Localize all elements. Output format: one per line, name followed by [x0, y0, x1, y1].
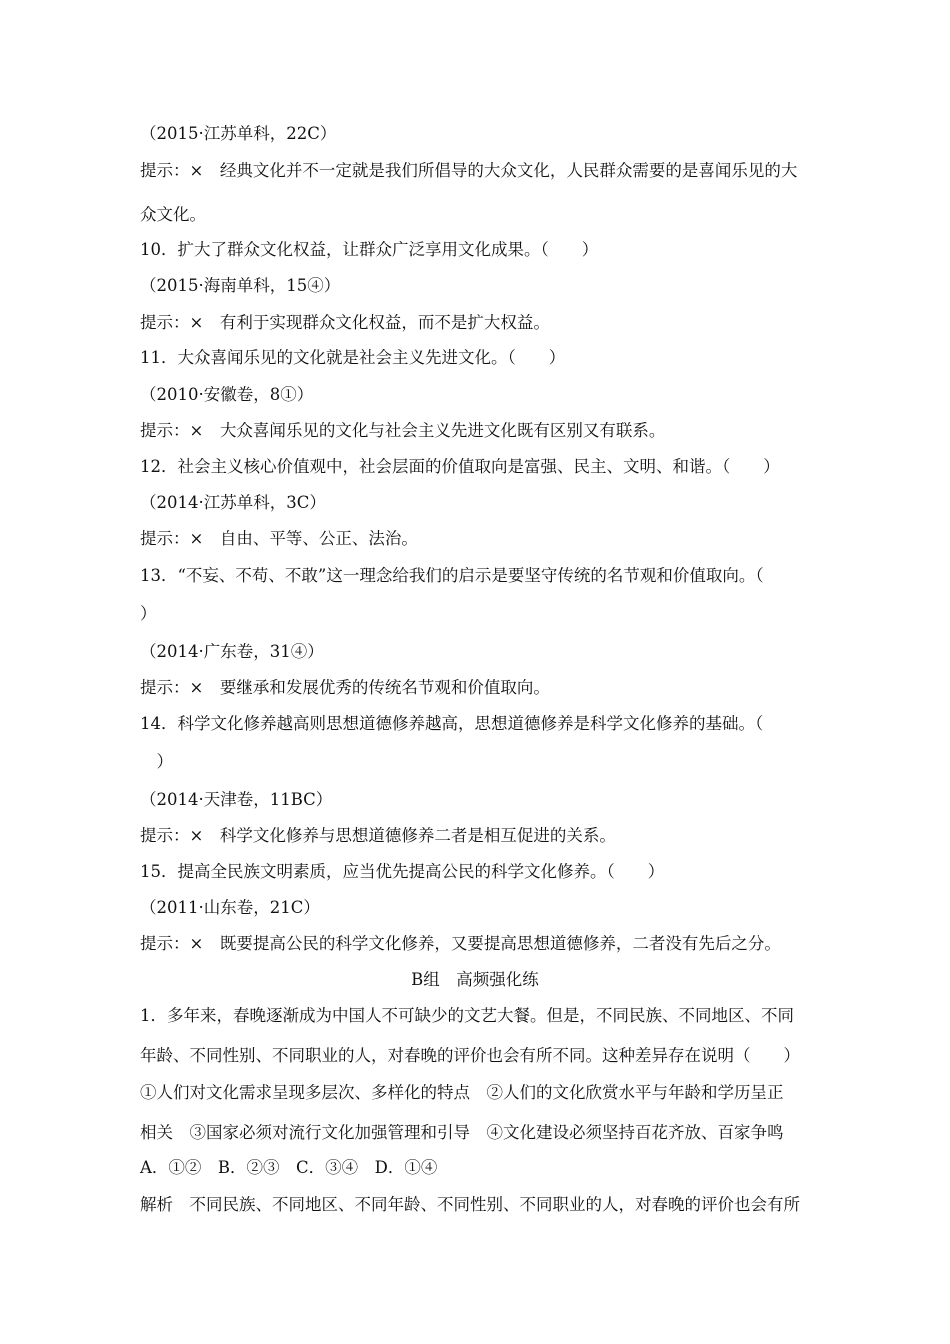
hint-line: 众文化。 — [140, 205, 206, 224]
source-citation: （2014·江苏单科，3C） — [140, 493, 326, 512]
source-citation: （2015·江苏单科，22C） — [140, 124, 337, 143]
question-12: 12．社会主义核心价值观中，社会层面的价值取向是富强、民主、文明、和谐。（ ） — [140, 457, 780, 476]
hint-line: 提示：× 经典文化并不一定就是我们所倡导的大众文化，人民群众需要的是喜闻乐见的大 — [140, 161, 798, 180]
source-citation: （2014·广东卷，31④） — [140, 642, 324, 661]
question-1-statements: ①人们对文化需求呈现多层次、多样化的特点 ②人们的文化欣赏水平与年龄和学历呈正 — [140, 1083, 784, 1102]
hint-line: 提示：× 有利于实现群众文化权益，而不是扩大权益。 — [140, 313, 550, 332]
source-citation: （2014·天津卷，11BC） — [140, 790, 333, 809]
question-14-continued: ） — [140, 752, 173, 771]
hint-line: 提示：× 要继承和发展优秀的传统名节观和价值取向。 — [140, 678, 550, 697]
source-citation: （2011·山东卷，21C） — [140, 898, 320, 917]
question-1-statements-continued: 相关 ③国家必须对流行文化加强管理和引导 ④文化建设必须坚持百花齐放、百家争鸣 — [140, 1123, 784, 1142]
hint-line: 提示：× 既要提高公民的科学文化修养，又要提高思想道德修养，二者没有先后之分。 — [140, 934, 781, 953]
question-13-continued: ） — [140, 604, 157, 623]
hint-line: 提示：× 自由、平等、公正、法治。 — [140, 529, 418, 548]
analysis-line: 解析 不同民族、不同地区、不同年龄、不同性别、不同职业的人，对春晚的评价也会有所 — [140, 1195, 800, 1214]
question-14: 14．科学文化修养越高则思想道德修养越高，思想道德修养是科学文化修养的基础。（ — [140, 714, 764, 733]
hint-line: 提示：× 科学文化修养与思想道德修养二者是相互促进的关系。 — [140, 826, 616, 845]
question-11: 11．大众喜闻乐见的文化就是社会主义先进文化。（ ） — [140, 348, 566, 367]
question-15: 15．提高全民族文明素质，应当优先提高公民的科学文化修养。（ ） — [140, 862, 665, 881]
hint-line: 提示：× 大众喜闻乐见的文化与社会主义先进文化既有区别又有联系。 — [140, 421, 666, 440]
section-heading: B组 高频强化练 — [411, 970, 539, 989]
answer-options: A．①② B．②③ C．③④ D．①④ — [140, 1158, 438, 1177]
question-10: 10．扩大了群众文化权益，让群众广泛享用文化成果。（ ） — [140, 240, 599, 259]
source-citation: （2015·海南单科，15④） — [140, 276, 341, 295]
question-1: 1．多年来，春晚逐渐成为中国人不可缺少的文艺大餐。但是，不同民族、不同地区、不同 — [140, 1006, 794, 1025]
question-13: 13．“不妄、不苟、不敢”这一理念给我们的启示是要坚守传统的名节观和价值取向。（ — [140, 566, 764, 585]
source-citation: （2010·安徽卷，8①） — [140, 385, 314, 404]
question-1-continued: 年龄、不同性别、不同职业的人，对春晚的评价也会有所不同。这种差异存在说明（ ） — [140, 1046, 800, 1065]
